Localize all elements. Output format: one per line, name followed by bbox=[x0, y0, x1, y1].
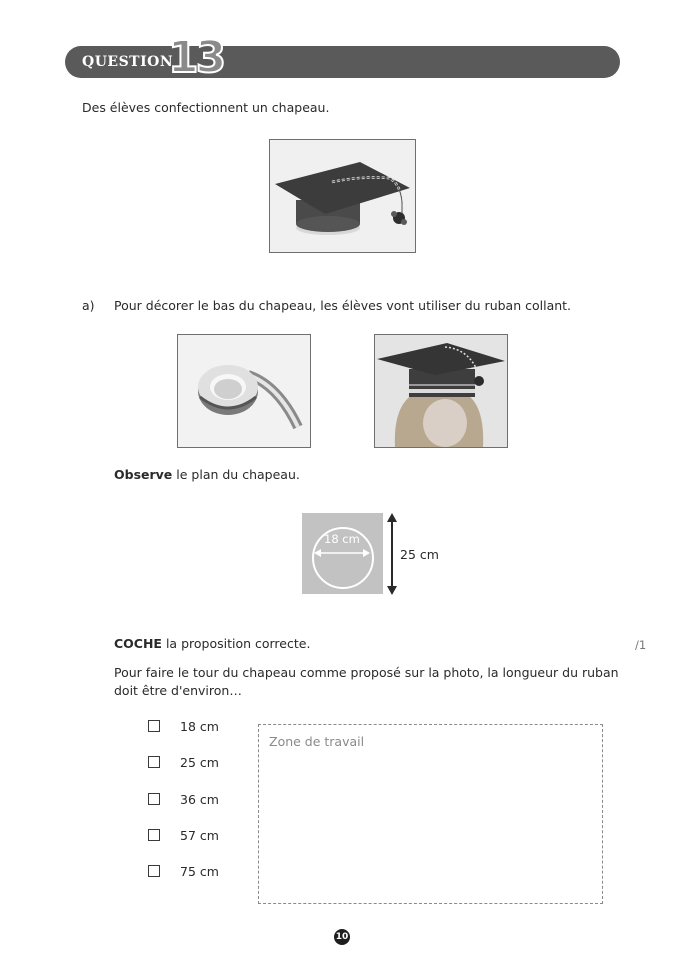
question-label: QUESTION bbox=[82, 54, 174, 70]
hat-photo bbox=[269, 139, 416, 253]
observe-bold: Observe bbox=[114, 467, 173, 482]
check-rest: la proposition correcte. bbox=[161, 636, 311, 651]
option-checkbox[interactable] bbox=[148, 756, 160, 768]
work-zone[interactable] bbox=[258, 724, 603, 904]
diameter-label: 18 cm bbox=[324, 532, 360, 546]
option-label: 57 cm bbox=[180, 828, 219, 843]
tape-photo bbox=[177, 334, 311, 448]
option-checkbox[interactable] bbox=[148, 865, 160, 877]
score-label: /1 bbox=[635, 638, 647, 652]
observe-instruction bbox=[114, 466, 300, 484]
check-bold: COCHE bbox=[114, 636, 162, 651]
diameter-arrow bbox=[314, 548, 370, 558]
page-number: 10 bbox=[334, 929, 350, 945]
intro-text: Des élèves confectionnent un chapeau. bbox=[82, 100, 330, 115]
height-arrow bbox=[386, 513, 398, 595]
question-line-1: Pour faire le tour du chapeau comme proposé sur la photo, la longueur du ruban bbox=[114, 665, 619, 680]
option-checkbox[interactable] bbox=[148, 720, 160, 732]
height-label: 25 cm bbox=[400, 547, 439, 562]
option-label: 75 cm bbox=[180, 864, 219, 879]
option-label: 36 cm bbox=[180, 792, 219, 807]
girl-hat-photo bbox=[374, 334, 508, 448]
observe-rest: le plan du chapeau. bbox=[172, 467, 300, 482]
option-checkbox[interactable] bbox=[148, 829, 160, 841]
question-line-2: doit être d'environ… bbox=[114, 683, 242, 698]
question-number: 13 bbox=[168, 32, 224, 83]
work-zone-label: Zone de travail bbox=[269, 734, 365, 749]
option-checkbox[interactable] bbox=[148, 793, 160, 805]
check-instruction bbox=[114, 635, 310, 653]
option-label: 25 cm bbox=[180, 755, 219, 770]
part-a-text: Pour décorer le bas du chapeau, les élèves vont utiliser du ruban collant. bbox=[114, 298, 572, 313]
option-label: 18 cm bbox=[180, 719, 219, 734]
part-a-marker: a) bbox=[82, 298, 95, 313]
